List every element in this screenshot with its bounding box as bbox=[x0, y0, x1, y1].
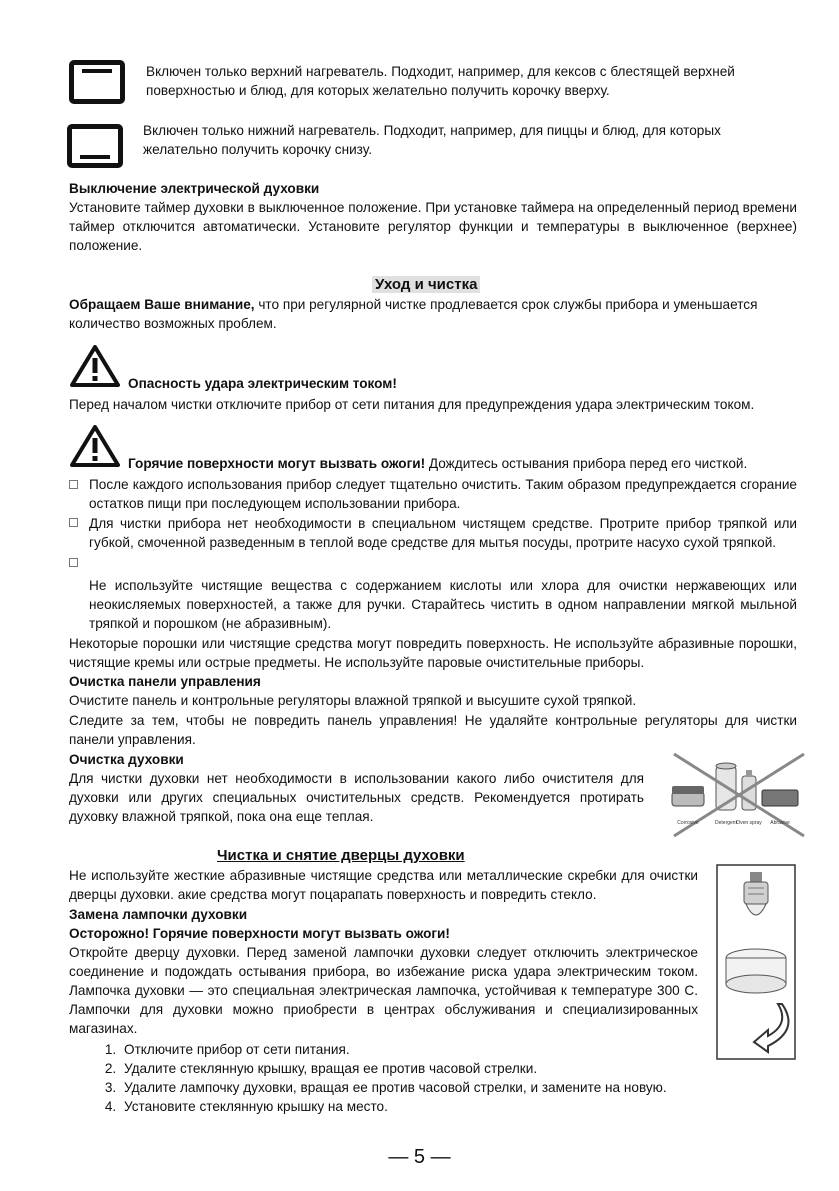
warning-triangle-icon bbox=[70, 425, 120, 467]
bottom-heater-description: Включен только нижний нагреватель. Подходит, например, для пиццы и блюд, для которых желательно получить корочку снизу. bbox=[143, 123, 721, 157]
oven-cleaning-heading: Очистка духовки bbox=[69, 752, 184, 767]
bullet-item-text: Не используйте чистящие вещества с содержанием кислоты или хлора для очистки нержавеющих или неокисляемых поверхностей, а также для ручки. Старайтесь чистить в одном направлении мягкой мыльной тряпкой и порошком (не абразивным). bbox=[89, 578, 797, 631]
lamp-replacement-text: Откройте дверцу духовки. Перед заменой лампочки духовки следует отключить электрическое соединение и подождать остывания прибора, во избежание риска удара электрическим током. Лампочка духовки — это специальная электрическая лампочка, устойчивая к температуре 300 С. Лампочки для духовки можно приобрести в центрах обслуживания и специализированных магазинах. bbox=[69, 945, 698, 1036]
top-heater-icon bbox=[69, 60, 125, 104]
lamp-replacement-steps bbox=[70, 1040, 760, 1116]
svg-text:Abrasive: Abrasive bbox=[770, 820, 790, 826]
svg-text:Corrosive: Corrosive bbox=[677, 820, 699, 826]
hot-surface-warning: Горячие поверхности могут вызвать ожоги! Дождитесь остывания прибора перед его чисткой. bbox=[128, 456, 748, 471]
powders-warning: Некоторые порошки или чистящие средства могут повредить поверхность. Не используйте абразивные порошки, чистящие кремы или острые предметы. Не используйте паровые очистительные приборы. bbox=[69, 636, 797, 670]
top-heater-description: Включен только верхний нагреватель. Подходит, например, для кексов с блестящей верхней поверхностью и блюд, для которых желательно получить корочку вверху. bbox=[146, 64, 735, 98]
door-cleaning-text: Не используйте жесткие абразивные чистящие средства или металлические скребки для очистки дверцы духовки. акие средства могут поцарапать поверхность и повредить стекло. bbox=[69, 868, 698, 902]
list-item: 4. Установите стеклянную крышку на место. bbox=[120, 1097, 760, 1116]
lamp-replacement-heading: Замена лампочки духовки bbox=[69, 907, 248, 922]
electric-shock-warning-title: Опасность удара электрическим током! bbox=[128, 376, 397, 391]
page-number: — 5 — bbox=[388, 1146, 451, 1168]
bullet-item: Для чистки прибора нет необходимости в специальном чистящем средстве. Протрите прибор тряпкой или губкой, смоченной разведенным в теплой воде средстве для мытья посуды, протрите насухо сухой тряпкой. bbox=[89, 516, 797, 550]
bullet-marker bbox=[69, 558, 78, 567]
panel-cleaning-line2: Следите за тем, чтобы не повредить панель управления! Не удаляйте контрольные регуляторы для чистки панели управления. bbox=[69, 713, 797, 747]
list-item: 3. Удалите лампочку духовки, вращая ее против часовой стрелки, и замените на новую. bbox=[120, 1078, 760, 1097]
no-abrasives-illustration bbox=[664, 752, 812, 840]
panel-cleaning-line1: Очистите панель и контрольные регуляторы влажной тряпкой и высушите сухой тряпкой. bbox=[69, 693, 637, 708]
bullet-marker bbox=[69, 518, 78, 527]
bullet-item: После каждого использования прибор следует тщательно очистить. Таким образом предупреждается сгорание остатков пищи при последующем использовании прибора. bbox=[89, 477, 797, 511]
oven-cleaning-text: Для чистки духовки нет необходимости в использовании какого либо очистителя для духовки или других специальных очистительных средств. Рекомендуется протирать духовку влажной тряпкой, пока она еще теплая. bbox=[69, 771, 644, 824]
switch-off-text: Установите таймер духовки в выключенное положение. При установке таймера на определенный период времени таймер отключится автоматически. Установите регулятор функции и температуры в выключенное (верхнее) положение. bbox=[69, 200, 797, 253]
svg-text:Oven spray: Oven spray bbox=[736, 820, 762, 826]
lamp-replacement-warning: Осторожно! Горячие поверхности могут вызвать ожоги! bbox=[69, 926, 450, 941]
list-item: 1. Отключите прибор от сети питания. bbox=[120, 1040, 760, 1059]
door-cleaning-title: Чистка и снятие дверцы духовки bbox=[217, 847, 465, 864]
electric-shock-warning-text: Перед началом чистки отключите прибор от сети питания для предупреждения удара электрическим током. bbox=[69, 397, 755, 412]
switch-off-heading: Выключение электрической духовки bbox=[69, 181, 320, 196]
warning-triangle-icon bbox=[70, 345, 120, 387]
care-attention: Обращаем Ваше внимание, что при регулярной чистке продлевается срок службы прибора и уменьшается количество возможных проблем. bbox=[69, 297, 758, 331]
bottom-heater-icon bbox=[67, 124, 123, 168]
bullet-marker bbox=[69, 480, 78, 489]
panel-cleaning-heading: Очистка панели управления bbox=[69, 674, 261, 689]
list-item: 2. Удалите стеклянную крышку, вращая ее против часовой стрелки. bbox=[120, 1059, 760, 1078]
svg-text:Detergent: Detergent bbox=[715, 820, 737, 826]
oven-lamp-illustration bbox=[716, 864, 796, 1060]
care-title: Уход и чистка bbox=[372, 275, 480, 294]
